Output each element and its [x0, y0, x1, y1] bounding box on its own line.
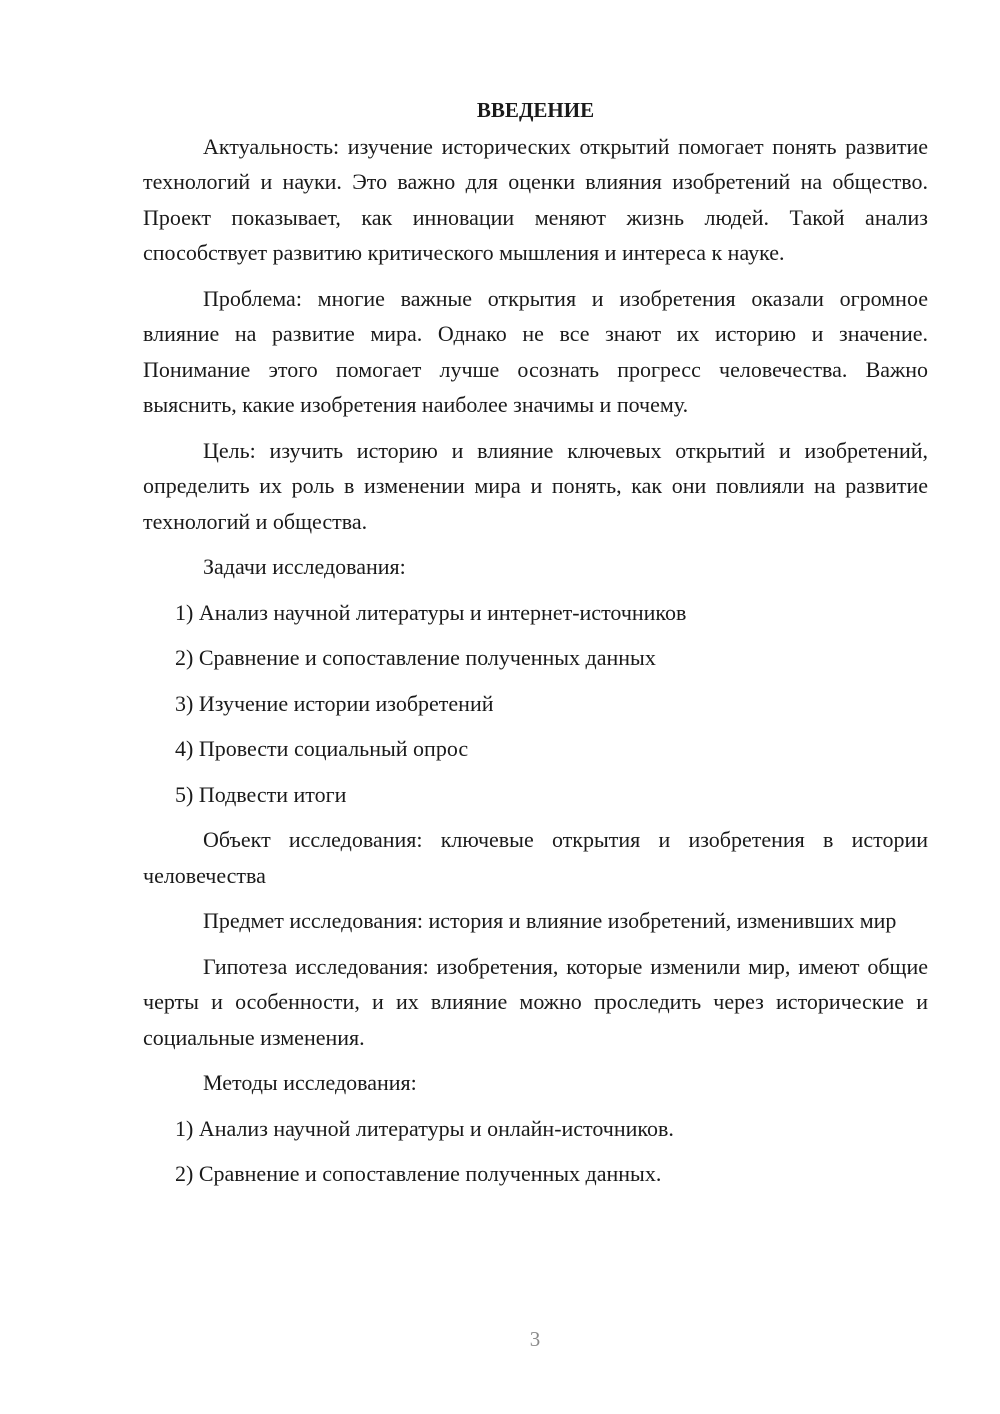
problem-paragraph: Проблема: многие важные открытия и изобретения оказали огромное влияние на развитие мира. Однако не все знают их историю и значение. Понимание этого помогает лучше осознать прогресс человечества. Важно выяснить, какие изобретения наиболее значимы и почему. [143, 285, 928, 417]
goal-paragraph: Цель: изучить историю и влияние ключевых открытий и изобретений, определить их роль в изменении мира и понять, как они повлияли на развитие технологий и общества. [143, 437, 928, 534]
relevance-paragraph: Актуальность: изучение исторических открытий помогает понять развитие технологий и науки. Это важно для оценки влияния изобретений на общество. Проект показывает, как инновации меняют жизнь людей. Такой анализ способствует развитию критического мышления и интереса к науке. [143, 133, 928, 265]
task-item: 3) Изучение истории изобретений [175, 690, 494, 716]
document-body [143, 93, 928, 1202]
methods-label: Методы исследования: [203, 1070, 417, 1095]
task-item: 4) Провести социальный опрос [175, 736, 469, 761]
method-item: 1) Анализ научной литературы и онлайн-источников. [175, 1115, 674, 1141]
tasks-label: Задачи исследования: [203, 554, 406, 579]
page-title: ВВЕДЕНИЕ [476, 98, 595, 122]
hypothesis-paragraph: Гипотеза исследования: изобретения, которые изменили мир, имеют общие черты и особенности, и их влияние можно проследить через исторические и социальные изменения. [143, 953, 928, 1050]
task-item: 2) Сравнение и сопоставление полученных данных [175, 645, 656, 670]
task-item: 1) Анализ научной литературы и интернет-источников [175, 599, 687, 625]
method-item: 2) Сравнение и сопоставление полученных данных. [175, 1161, 662, 1186]
page-number: 3 [529, 1327, 541, 1351]
object-paragraph: Объект исследования: ключевые открытия и изобретения в истории человечества [143, 827, 928, 888]
task-item: 5) Подвести итоги [175, 781, 347, 807]
subject-paragraph: Предмет исследования: история и влияние изобретений, изменивших мир [203, 908, 897, 933]
